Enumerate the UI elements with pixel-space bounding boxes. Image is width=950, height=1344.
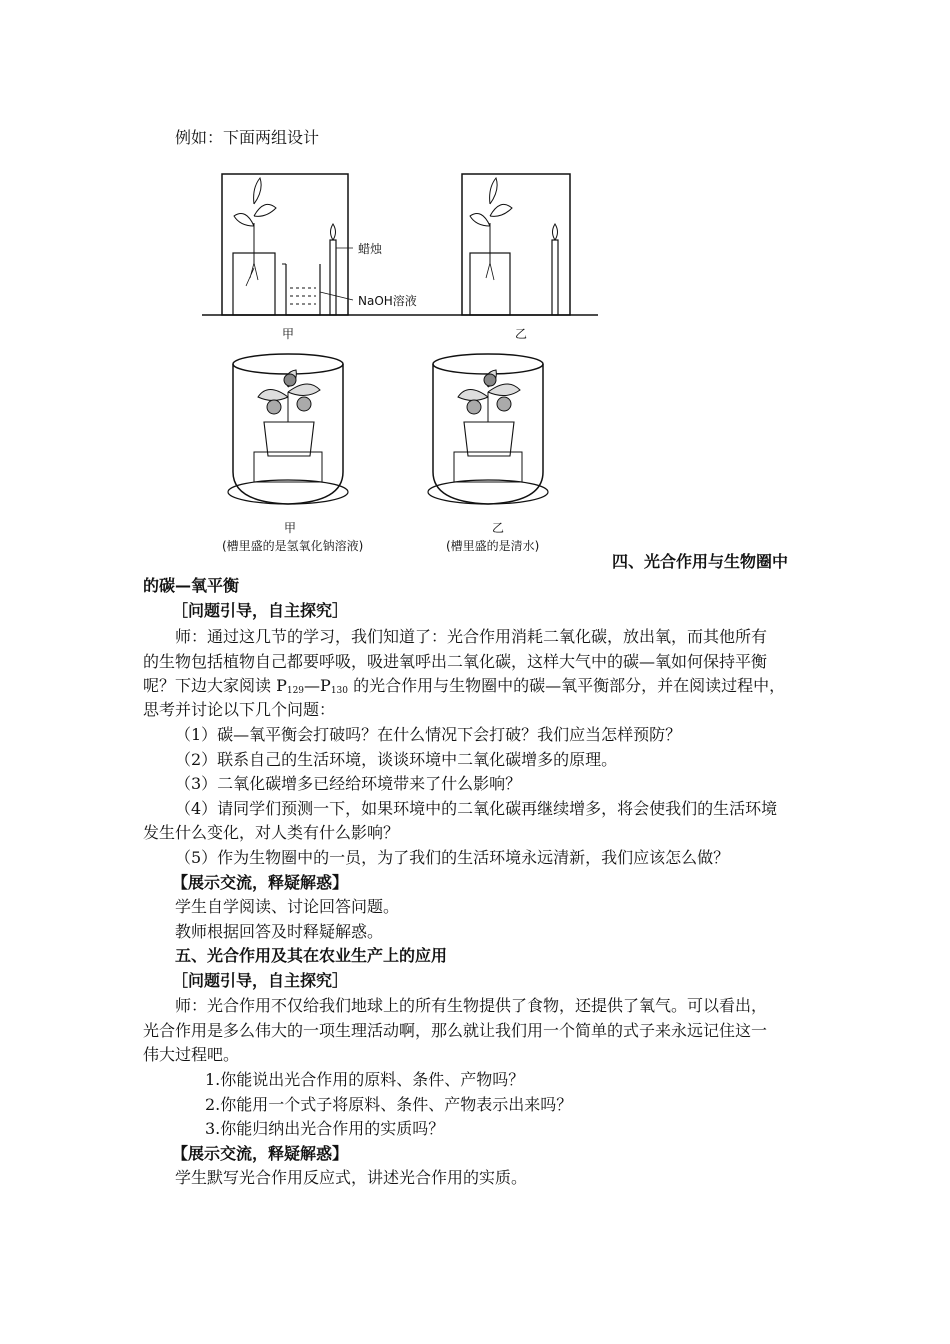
- section5-item-2: 2.你能用一个式子将原料、条件、产物表示出来吗？: [205, 1095, 573, 1114]
- section4-answer-1: 学生自学阅读、讨论回答问题。: [175, 897, 400, 916]
- section4-show: 【展示交流，释疑解惑】: [172, 873, 349, 892]
- section4-heading-part2: 的碳—氧平衡: [143, 576, 240, 595]
- section4-heading-part1: 四、光合作用与生物圈中: [612, 552, 789, 571]
- question-2: （2）联系自己的生活环境，谈谈环境中二氧化碳增多的原理。: [175, 750, 618, 769]
- section4-para-line2: 的生物包括植物自己都要呼吸，吸进氧呼出二氧化碳，这样大气中的碳—氧如何保持平衡: [143, 652, 768, 671]
- section5-item-1: 1.你能说出光合作用的原料、条件、产物吗？: [205, 1070, 525, 1089]
- section4-para-line3: 呢？下边大家阅读 $P_{129}—P_{130}$ 的光合作用与生物圈中的碳—氧平衡部分，并在阅读过程中，: [143, 676, 786, 696]
- experiment-figure-top: [200, 168, 600, 348]
- question-5: （5）作为生物圈中的一员，为了我们的生活环境永远清新，我们应该怎么做？: [175, 848, 730, 867]
- section4-guide: ［问题引导，自主探究］: [172, 601, 349, 620]
- section5-show: 【展示交流，释疑解惑】: [172, 1144, 349, 1163]
- section4-para-line1: 师：通过这几节的学习，我们知道了：光合作用消耗二氧化碳，放出氧，而其他所有: [175, 627, 768, 646]
- section4-para-line4: 思考并讨论以下几个问题：: [143, 700, 336, 719]
- section5-heading: 五、光合作用及其在农业生产上的应用: [175, 946, 448, 965]
- figure-top-label-b: 乙: [515, 327, 528, 341]
- section5-para-line3: 伟大过程吧。: [143, 1045, 240, 1064]
- figure-top-label-a: 甲: [282, 327, 295, 341]
- question-4-line2: 发生什么变化，对人类有什么影响？: [143, 823, 400, 842]
- section5-item-3: 3.你能归纳出光合作用的实质吗？: [205, 1119, 445, 1138]
- section5-para-line1: 师：光合作用不仅给我们地球上的所有生物提供了食物，还提供了氧气。可以看出，: [175, 996, 768, 1015]
- question-1: （1）碳—氧平衡会打破吗？在什么情况下会打破？我们应当怎样预防？: [175, 725, 682, 744]
- candle-label: 蜡烛: [358, 242, 383, 256]
- section4-answer-2: 教师根据回答及时释疑解惑。: [175, 922, 384, 941]
- section5-answer: 学生默写光合作用反应式，讲述光合作用的实质。: [175, 1168, 528, 1187]
- section5-guide: ［问题引导，自主探究］: [172, 971, 349, 990]
- question-3: （3）二氧化碳增多已经给环境带来了什么影响？: [175, 774, 522, 793]
- figure-bottom-caption-a: (槽里盛的是氢氧化钠溶液): [222, 539, 364, 553]
- question-4-line1: （4）请同学们预测一下，如果环境中的二氧化碳再继续增多，将会使我们的生活环境: [175, 799, 778, 818]
- naoh-label: NaOH溶液: [358, 294, 417, 308]
- figure-bottom-caption-b: (槽里盛的是清水): [446, 539, 540, 553]
- experiment-figure-bottom: [228, 352, 558, 522]
- figure-bottom-label-a: 甲: [284, 521, 297, 535]
- section5-para-line2: 光合作用是多么伟大的一项生理活动啊，那么就让我们用一个简单的式子来永远记住这一: [143, 1021, 768, 1040]
- figure-bottom-label-b: 乙: [492, 521, 505, 535]
- intro-text: 例如：下面两组设计: [175, 128, 320, 147]
